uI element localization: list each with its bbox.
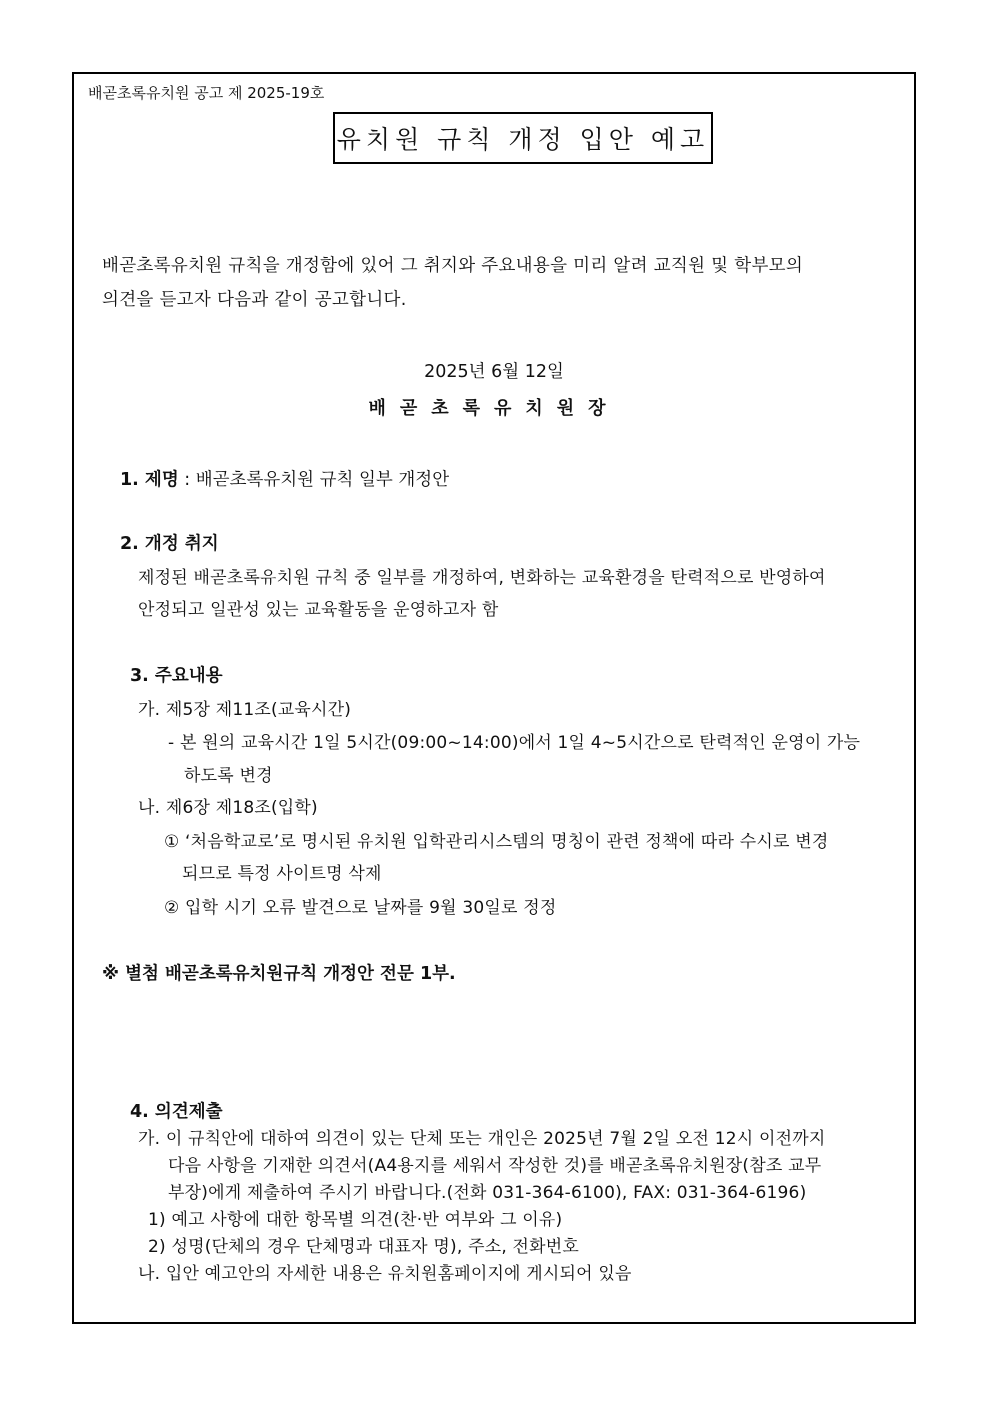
section3-item-na-1b: 되므로 특정 사이트명 삭제 — [182, 864, 382, 884]
intro-line-2: 의견을 듣고자 다음과 같이 공고합니다. — [102, 290, 407, 310]
section3-heading: 3. 주요내용 — [130, 666, 223, 686]
section4-na: 나. 입안 예고안의 자세한 내용은 유치원홈페이지에 게시되어 있음 — [138, 1264, 632, 1284]
notice-frame — [72, 72, 916, 1324]
section3-item-na-2: ② 입학 시기 오류 발견으로 날짜를 9월 30일로 정정 — [164, 898, 557, 918]
section4-sub-2: 2) 성명(단체의 경우 단체명과 대표자 명), 주소, 전화번호 — [148, 1237, 580, 1257]
section3-item-na: 나. 제6장 제18조(입학) — [138, 798, 318, 818]
intro-line-1: 배곧초록유치원 규칙을 개정함에 있어 그 취지와 주요내용을 미리 알려 교직원 및 학부모의 — [102, 256, 804, 276]
section3-item-ga-detail-2: 하도록 변경 — [184, 766, 273, 786]
section4-ga-line-3: 부장)에게 제출하여 주시기 바랍니다.(전화 031-364-6100), FAX: 031-364-6196) — [168, 1183, 807, 1203]
section2-line-1: 제정된 배곧초록유치원 규칙 중 일부를 개정하여, 변화하는 교육환경을 탄력적으로 반영하여 — [138, 568, 826, 588]
section1 — [120, 472, 449, 490]
title-box — [333, 112, 713, 164]
section3-item-ga: 가. 제5장 제11조(교육시간) — [138, 700, 352, 720]
section4-ga-line-1: 가. 이 규칙안에 대하여 의견이 있는 단체 또는 개인은 2025년 7월 2일 오전 12시 이전까지 — [138, 1129, 826, 1149]
section2-line-2: 안정되고 일관성 있는 교육활동을 운영하고자 함 — [138, 600, 499, 620]
section1-heading: 1. 제명 — [120, 470, 179, 490]
section4-ga-line-2: 다음 사항을 기재한 의견서(A4용지를 세워서 작성한 것)를 배곧초록유치원장(참조 교무 — [168, 1156, 822, 1176]
attachment-note: ※ 별첨 배곧초록유치원규칙 개정안 전문 1부. — [102, 964, 456, 984]
section4-heading: 4. 의견제출 — [130, 1102, 223, 1122]
notice-number: 배곧초록유치원 공고 제 2025-19호 — [88, 84, 325, 102]
section3-item-ga-detail-1: - 본 원의 교육시간 1일 5시간(09:00~14:00)에서 1일 4~5시간으로 탄력적인 운영이 가능 — [168, 733, 861, 753]
document-title: 유치원 규칙 개정 입안 예고 — [336, 125, 710, 154]
section3-item-na-1a: ① ‘처음학교로’로 명시된 유치원 입학관리시스템의 명칭이 관련 정책에 따라 수시로 변경 — [164, 832, 829, 852]
section2-heading: 2. 개정 취지 — [120, 534, 219, 554]
announcement-date: 2025년 6월 12일 — [424, 362, 564, 382]
section1-text: : 배곧초록유치원 규칙 일부 개정안 — [178, 470, 450, 490]
section4-sub-1: 1) 예고 사항에 대한 항목별 의견(찬·반 여부와 그 이유) — [148, 1210, 563, 1230]
organization-name: 배곧초록유치원장 — [368, 398, 620, 419]
